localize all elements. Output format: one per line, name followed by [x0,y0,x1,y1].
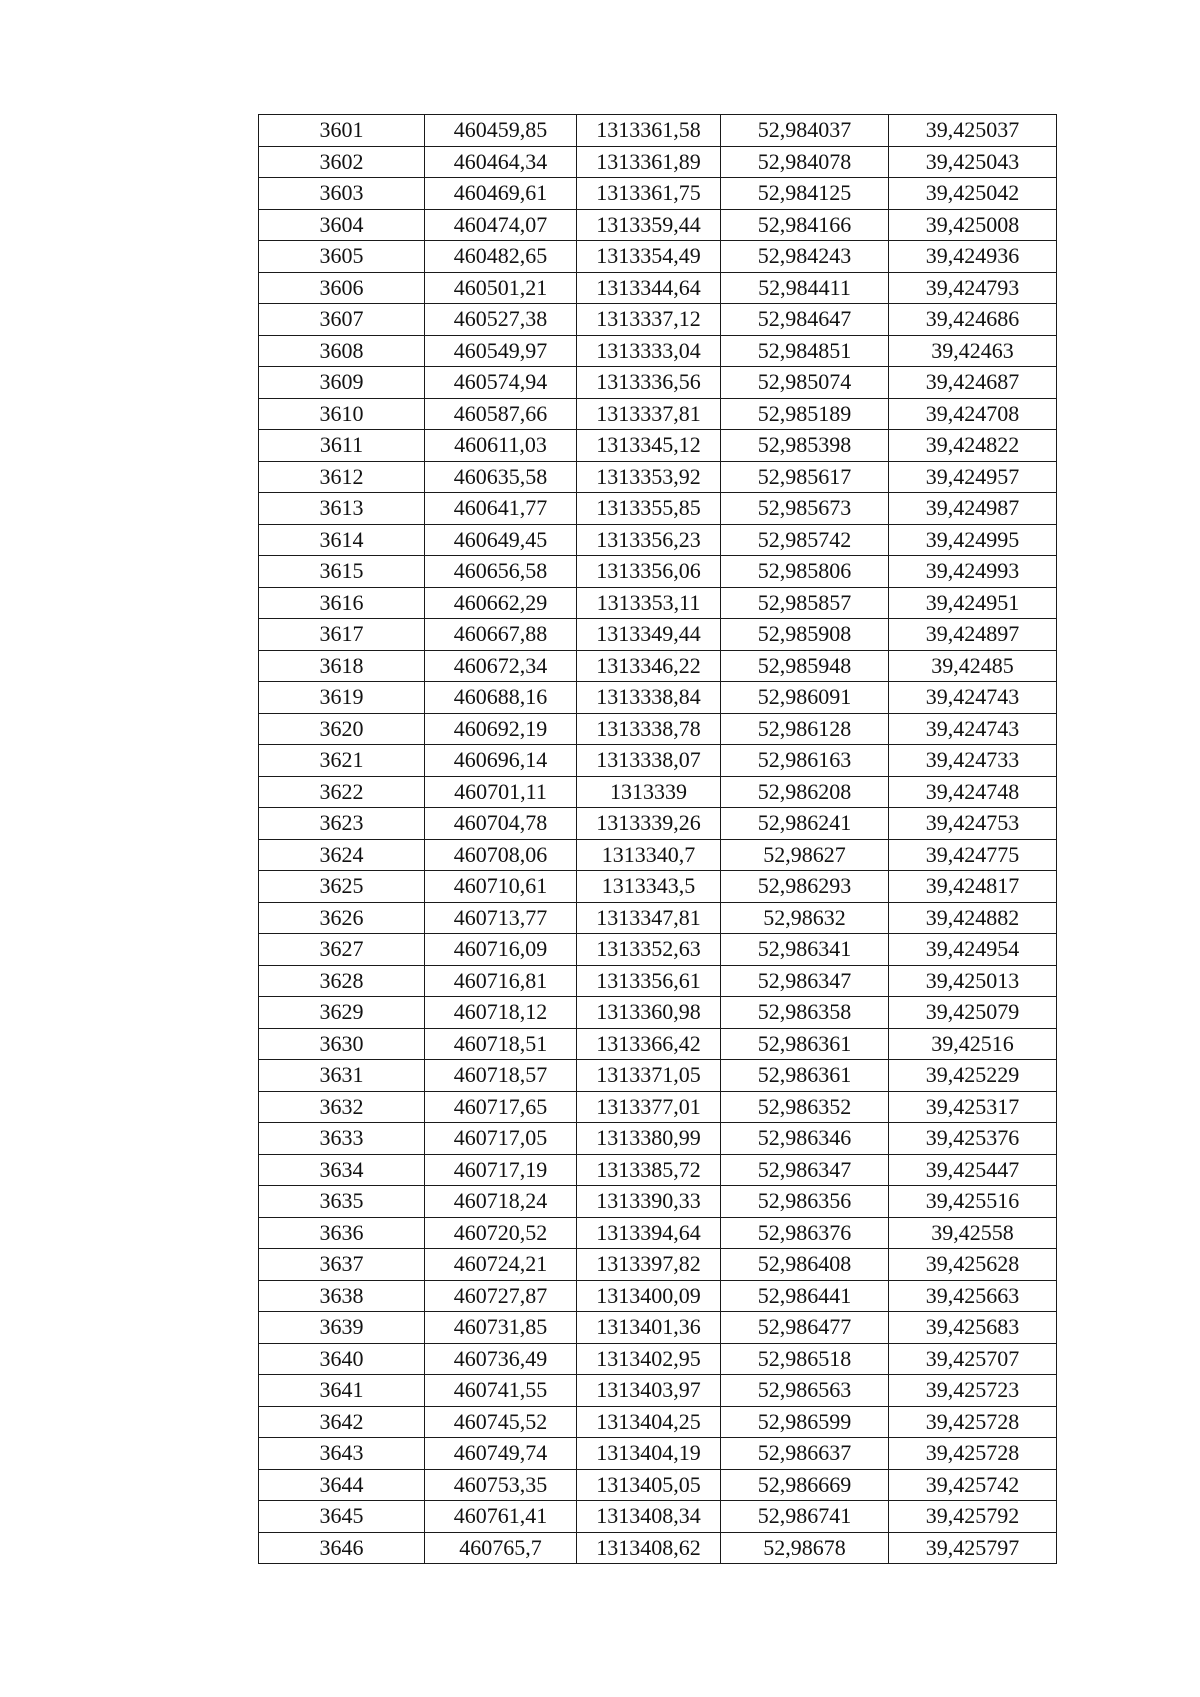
longitude-cell: 39,425079 [889,997,1057,1029]
table-row [259,1028,1057,1060]
latitude-cell: 52,984166 [721,209,889,241]
latitude-cell: 52,986091 [721,682,889,714]
latitude-cell: 52,986408 [721,1249,889,1281]
latitude-cell: 52,986637 [721,1438,889,1470]
table-row [259,461,1057,493]
x-coordinate-cell: 460662,29 [425,587,577,619]
x-coordinate-cell: 460635,58 [425,461,577,493]
point-number-cell: 3639 [259,1312,425,1344]
longitude-cell: 39,425663 [889,1280,1057,1312]
x-coordinate-cell: 460731,85 [425,1312,577,1344]
table-row [259,965,1057,997]
latitude-cell: 52,986293 [721,871,889,903]
table-row [259,241,1057,273]
y-coordinate-cell: 1313371,05 [577,1060,721,1092]
latitude-cell: 52,986441 [721,1280,889,1312]
x-coordinate-cell: 460717,19 [425,1154,577,1186]
table-row [259,367,1057,399]
x-coordinate-cell: 460587,66 [425,398,577,430]
table-row [259,1438,1057,1470]
latitude-cell: 52,986358 [721,997,889,1029]
longitude-cell: 39,424822 [889,430,1057,462]
table-row [259,1312,1057,1344]
y-coordinate-cell: 1313339 [577,776,721,808]
latitude-cell: 52,985908 [721,619,889,651]
latitude-cell: 52,98678 [721,1532,889,1564]
table-row [259,587,1057,619]
longitude-cell: 39,425707 [889,1343,1057,1375]
point-number-cell: 3619 [259,682,425,714]
longitude-cell: 39,425728 [889,1406,1057,1438]
latitude-cell: 52,986347 [721,1154,889,1186]
latitude-cell: 52,985948 [721,650,889,682]
y-coordinate-cell: 1313404,19 [577,1438,721,1470]
longitude-cell: 39,424951 [889,587,1057,619]
point-number-cell: 3622 [259,776,425,808]
point-number-cell: 3623 [259,808,425,840]
point-number-cell: 3611 [259,430,425,462]
y-coordinate-cell: 1313339,26 [577,808,721,840]
x-coordinate-cell: 460649,45 [425,524,577,556]
latitude-cell: 52,986361 [721,1028,889,1060]
longitude-cell: 39,425229 [889,1060,1057,1092]
longitude-cell: 39,424897 [889,619,1057,651]
longitude-cell: 39,425516 [889,1186,1057,1218]
point-number-cell: 3605 [259,241,425,273]
longitude-cell: 39,424793 [889,272,1057,304]
longitude-cell: 39,424987 [889,493,1057,525]
x-coordinate-cell: 460701,11 [425,776,577,808]
y-coordinate-cell: 1313340,7 [577,839,721,871]
point-number-cell: 3628 [259,965,425,997]
point-number-cell: 3608 [259,335,425,367]
longitude-cell: 39,424743 [889,682,1057,714]
y-coordinate-cell: 1313408,62 [577,1532,721,1564]
x-coordinate-cell: 460672,34 [425,650,577,682]
longitude-cell: 39,425013 [889,965,1057,997]
table-row [259,1532,1057,1564]
y-coordinate-cell: 1313349,44 [577,619,721,651]
y-coordinate-cell: 1313377,01 [577,1091,721,1123]
point-number-cell: 3601 [259,115,425,147]
table-row [259,1217,1057,1249]
x-coordinate-cell: 460710,61 [425,871,577,903]
latitude-cell: 52,986347 [721,965,889,997]
point-number-cell: 3609 [259,367,425,399]
point-number-cell: 3646 [259,1532,425,1564]
x-coordinate-cell: 460692,19 [425,713,577,745]
y-coordinate-cell: 1313356,06 [577,556,721,588]
table-row [259,1060,1057,1092]
y-coordinate-cell: 1313353,92 [577,461,721,493]
x-coordinate-cell: 460718,51 [425,1028,577,1060]
x-coordinate-cell: 460717,05 [425,1123,577,1155]
longitude-cell: 39,425797 [889,1532,1057,1564]
latitude-cell: 52,985189 [721,398,889,430]
point-number-cell: 3624 [259,839,425,871]
point-number-cell: 3604 [259,209,425,241]
point-number-cell: 3630 [259,1028,425,1060]
latitude-cell: 52,984037 [721,115,889,147]
table-row [259,650,1057,682]
x-coordinate-cell: 460527,38 [425,304,577,336]
y-coordinate-cell: 1313404,25 [577,1406,721,1438]
y-coordinate-cell: 1313356,23 [577,524,721,556]
x-coordinate-cell: 460713,77 [425,902,577,934]
point-number-cell: 3640 [259,1343,425,1375]
point-number-cell: 3607 [259,304,425,336]
latitude-cell: 52,986341 [721,934,889,966]
y-coordinate-cell: 1313345,12 [577,430,721,462]
latitude-cell: 52,984647 [721,304,889,336]
longitude-cell: 39,425376 [889,1123,1057,1155]
x-coordinate-cell: 460716,81 [425,965,577,997]
point-number-cell: 3633 [259,1123,425,1155]
y-coordinate-cell: 1313356,61 [577,965,721,997]
x-coordinate-cell: 460704,78 [425,808,577,840]
table-row [259,745,1057,777]
point-number-cell: 3618 [259,650,425,682]
y-coordinate-cell: 1313394,64 [577,1217,721,1249]
point-number-cell: 3614 [259,524,425,556]
table-row [259,619,1057,651]
point-number-cell: 3634 [259,1154,425,1186]
y-coordinate-cell: 1313352,63 [577,934,721,966]
point-number-cell: 3643 [259,1438,425,1470]
x-coordinate-cell: 460688,16 [425,682,577,714]
y-coordinate-cell: 1313347,81 [577,902,721,934]
point-number-cell: 3616 [259,587,425,619]
longitude-cell: 39,42485 [889,650,1057,682]
y-coordinate-cell: 1313380,99 [577,1123,721,1155]
longitude-cell: 39,425008 [889,209,1057,241]
y-coordinate-cell: 1313361,58 [577,115,721,147]
table-row [259,1186,1057,1218]
longitude-cell: 39,425628 [889,1249,1057,1281]
table-row [259,493,1057,525]
x-coordinate-cell: 460696,14 [425,745,577,777]
longitude-cell: 39,424936 [889,241,1057,273]
y-coordinate-cell: 1313354,49 [577,241,721,273]
table-row [259,209,1057,241]
point-number-cell: 3629 [259,997,425,1029]
latitude-cell: 52,986163 [721,745,889,777]
point-number-cell: 3610 [259,398,425,430]
longitude-cell: 39,424954 [889,934,1057,966]
y-coordinate-cell: 1313359,44 [577,209,721,241]
table-row [259,839,1057,871]
longitude-cell: 39,425317 [889,1091,1057,1123]
y-coordinate-cell: 1313361,75 [577,178,721,210]
y-coordinate-cell: 1313337,81 [577,398,721,430]
longitude-cell: 39,424753 [889,808,1057,840]
x-coordinate-cell: 460501,21 [425,272,577,304]
table-row [259,146,1057,178]
x-coordinate-cell: 460708,06 [425,839,577,871]
table-row [259,556,1057,588]
longitude-cell: 39,424817 [889,871,1057,903]
latitude-cell: 52,986669 [721,1469,889,1501]
x-coordinate-cell: 460736,49 [425,1343,577,1375]
x-coordinate-cell: 460741,55 [425,1375,577,1407]
x-coordinate-cell: 460753,35 [425,1469,577,1501]
latitude-cell: 52,986599 [721,1406,889,1438]
point-number-cell: 3620 [259,713,425,745]
y-coordinate-cell: 1313337,12 [577,304,721,336]
table-row [259,524,1057,556]
longitude-cell: 39,425728 [889,1438,1057,1470]
x-coordinate-cell: 460718,12 [425,997,577,1029]
y-coordinate-cell: 1313366,42 [577,1028,721,1060]
x-coordinate-cell: 460761,41 [425,1501,577,1533]
x-coordinate-cell: 460611,03 [425,430,577,462]
longitude-cell: 39,425723 [889,1375,1057,1407]
point-number-cell: 3631 [259,1060,425,1092]
latitude-cell: 52,985617 [721,461,889,493]
table-row [259,808,1057,840]
point-number-cell: 3644 [259,1469,425,1501]
point-number-cell: 3617 [259,619,425,651]
point-number-cell: 3632 [259,1091,425,1123]
longitude-cell: 39,425042 [889,178,1057,210]
x-coordinate-cell: 460574,94 [425,367,577,399]
point-number-cell: 3613 [259,493,425,525]
y-coordinate-cell: 1313338,07 [577,745,721,777]
x-coordinate-cell: 460464,34 [425,146,577,178]
longitude-cell: 39,424775 [889,839,1057,871]
longitude-cell: 39,424882 [889,902,1057,934]
table-row [259,1375,1057,1407]
y-coordinate-cell: 1313400,09 [577,1280,721,1312]
table-row [259,398,1057,430]
x-coordinate-cell: 460718,57 [425,1060,577,1092]
table-row [259,713,1057,745]
point-number-cell: 3606 [259,272,425,304]
latitude-cell: 52,986241 [721,808,889,840]
x-coordinate-cell: 460474,07 [425,209,577,241]
y-coordinate-cell: 1313336,56 [577,367,721,399]
x-coordinate-cell: 460641,77 [425,493,577,525]
x-coordinate-cell: 460724,21 [425,1249,577,1281]
table-row [259,1406,1057,1438]
x-coordinate-cell: 460749,74 [425,1438,577,1470]
longitude-cell: 39,424686 [889,304,1057,336]
table-row [259,335,1057,367]
latitude-cell: 52,98632 [721,902,889,934]
table-row [259,430,1057,462]
x-coordinate-cell: 460482,65 [425,241,577,273]
latitude-cell: 52,985742 [721,524,889,556]
table-row [259,1154,1057,1186]
point-number-cell: 3636 [259,1217,425,1249]
table-row [259,178,1057,210]
latitude-cell: 52,986563 [721,1375,889,1407]
longitude-cell: 39,425447 [889,1154,1057,1186]
x-coordinate-cell: 460727,87 [425,1280,577,1312]
longitude-cell: 39,42516 [889,1028,1057,1060]
point-number-cell: 3603 [259,178,425,210]
y-coordinate-cell: 1313408,34 [577,1501,721,1533]
y-coordinate-cell: 1313344,64 [577,272,721,304]
y-coordinate-cell: 1313403,97 [577,1375,721,1407]
y-coordinate-cell: 1313401,36 [577,1312,721,1344]
point-number-cell: 3625 [259,871,425,903]
y-coordinate-cell: 1313360,98 [577,997,721,1029]
longitude-cell: 39,425037 [889,115,1057,147]
longitude-cell: 39,424993 [889,556,1057,588]
table-row [259,1343,1057,1375]
y-coordinate-cell: 1313405,05 [577,1469,721,1501]
y-coordinate-cell: 1313361,89 [577,146,721,178]
point-number-cell: 3638 [259,1280,425,1312]
table-row [259,776,1057,808]
y-coordinate-cell: 1313338,78 [577,713,721,745]
table-row [259,115,1057,147]
longitude-cell: 39,424743 [889,713,1057,745]
point-number-cell: 3612 [259,461,425,493]
latitude-cell: 52,984243 [721,241,889,273]
latitude-cell: 52,986128 [721,713,889,745]
point-number-cell: 3635 [259,1186,425,1218]
longitude-cell: 39,424957 [889,461,1057,493]
table-row [259,682,1057,714]
x-coordinate-cell: 460717,65 [425,1091,577,1123]
table-row [259,1501,1057,1533]
y-coordinate-cell: 1313402,95 [577,1343,721,1375]
point-number-cell: 3641 [259,1375,425,1407]
table-row [259,902,1057,934]
point-number-cell: 3621 [259,745,425,777]
y-coordinate-cell: 1313397,82 [577,1249,721,1281]
latitude-cell: 52,984851 [721,335,889,367]
y-coordinate-cell: 1313338,84 [577,682,721,714]
latitude-cell: 52,985398 [721,430,889,462]
x-coordinate-cell: 460716,09 [425,934,577,966]
latitude-cell: 52,986208 [721,776,889,808]
longitude-cell: 39,42463 [889,335,1057,367]
x-coordinate-cell: 460656,58 [425,556,577,588]
x-coordinate-cell: 460745,52 [425,1406,577,1438]
point-number-cell: 3645 [259,1501,425,1533]
coordinates-table-body [259,115,1057,1564]
y-coordinate-cell: 1313355,85 [577,493,721,525]
latitude-cell: 52,985673 [721,493,889,525]
longitude-cell: 39,424733 [889,745,1057,777]
x-coordinate-cell: 460765,7 [425,1532,577,1564]
longitude-cell: 39,42558 [889,1217,1057,1249]
coordinates-table [258,114,1057,1564]
latitude-cell: 52,985806 [721,556,889,588]
y-coordinate-cell: 1313346,22 [577,650,721,682]
point-number-cell: 3602 [259,146,425,178]
longitude-cell: 39,424708 [889,398,1057,430]
x-coordinate-cell: 460459,85 [425,115,577,147]
latitude-cell: 52,984078 [721,146,889,178]
longitude-cell: 39,424748 [889,776,1057,808]
table-row [259,1469,1057,1501]
point-number-cell: 3615 [259,556,425,588]
x-coordinate-cell: 460549,97 [425,335,577,367]
latitude-cell: 52,984125 [721,178,889,210]
y-coordinate-cell: 1313343,5 [577,871,721,903]
y-coordinate-cell: 1313353,11 [577,587,721,619]
table-row [259,1280,1057,1312]
latitude-cell: 52,985857 [721,587,889,619]
latitude-cell: 52,986376 [721,1217,889,1249]
table-row [259,997,1057,1029]
latitude-cell: 52,986518 [721,1343,889,1375]
longitude-cell: 39,424995 [889,524,1057,556]
latitude-cell: 52,985074 [721,367,889,399]
longitude-cell: 39,425043 [889,146,1057,178]
longitude-cell: 39,425683 [889,1312,1057,1344]
table-row [259,272,1057,304]
y-coordinate-cell: 1313385,72 [577,1154,721,1186]
table-row [259,1091,1057,1123]
y-coordinate-cell: 1313390,33 [577,1186,721,1218]
table-row [259,934,1057,966]
table-row [259,871,1057,903]
latitude-cell: 52,986477 [721,1312,889,1344]
y-coordinate-cell: 1313333,04 [577,335,721,367]
latitude-cell: 52,986741 [721,1501,889,1533]
latitude-cell: 52,986346 [721,1123,889,1155]
x-coordinate-cell: 460667,88 [425,619,577,651]
point-number-cell: 3627 [259,934,425,966]
table-row [259,1123,1057,1155]
point-number-cell: 3637 [259,1249,425,1281]
latitude-cell: 52,984411 [721,272,889,304]
x-coordinate-cell: 460718,24 [425,1186,577,1218]
longitude-cell: 39,424687 [889,367,1057,399]
latitude-cell: 52,986352 [721,1091,889,1123]
point-number-cell: 3626 [259,902,425,934]
latitude-cell: 52,986356 [721,1186,889,1218]
latitude-cell: 52,986361 [721,1060,889,1092]
latitude-cell: 52,98627 [721,839,889,871]
longitude-cell: 39,425742 [889,1469,1057,1501]
x-coordinate-cell: 460720,52 [425,1217,577,1249]
longitude-cell: 39,425792 [889,1501,1057,1533]
table-row [259,1249,1057,1281]
point-number-cell: 3642 [259,1406,425,1438]
table-row [259,304,1057,336]
x-coordinate-cell: 460469,61 [425,178,577,210]
